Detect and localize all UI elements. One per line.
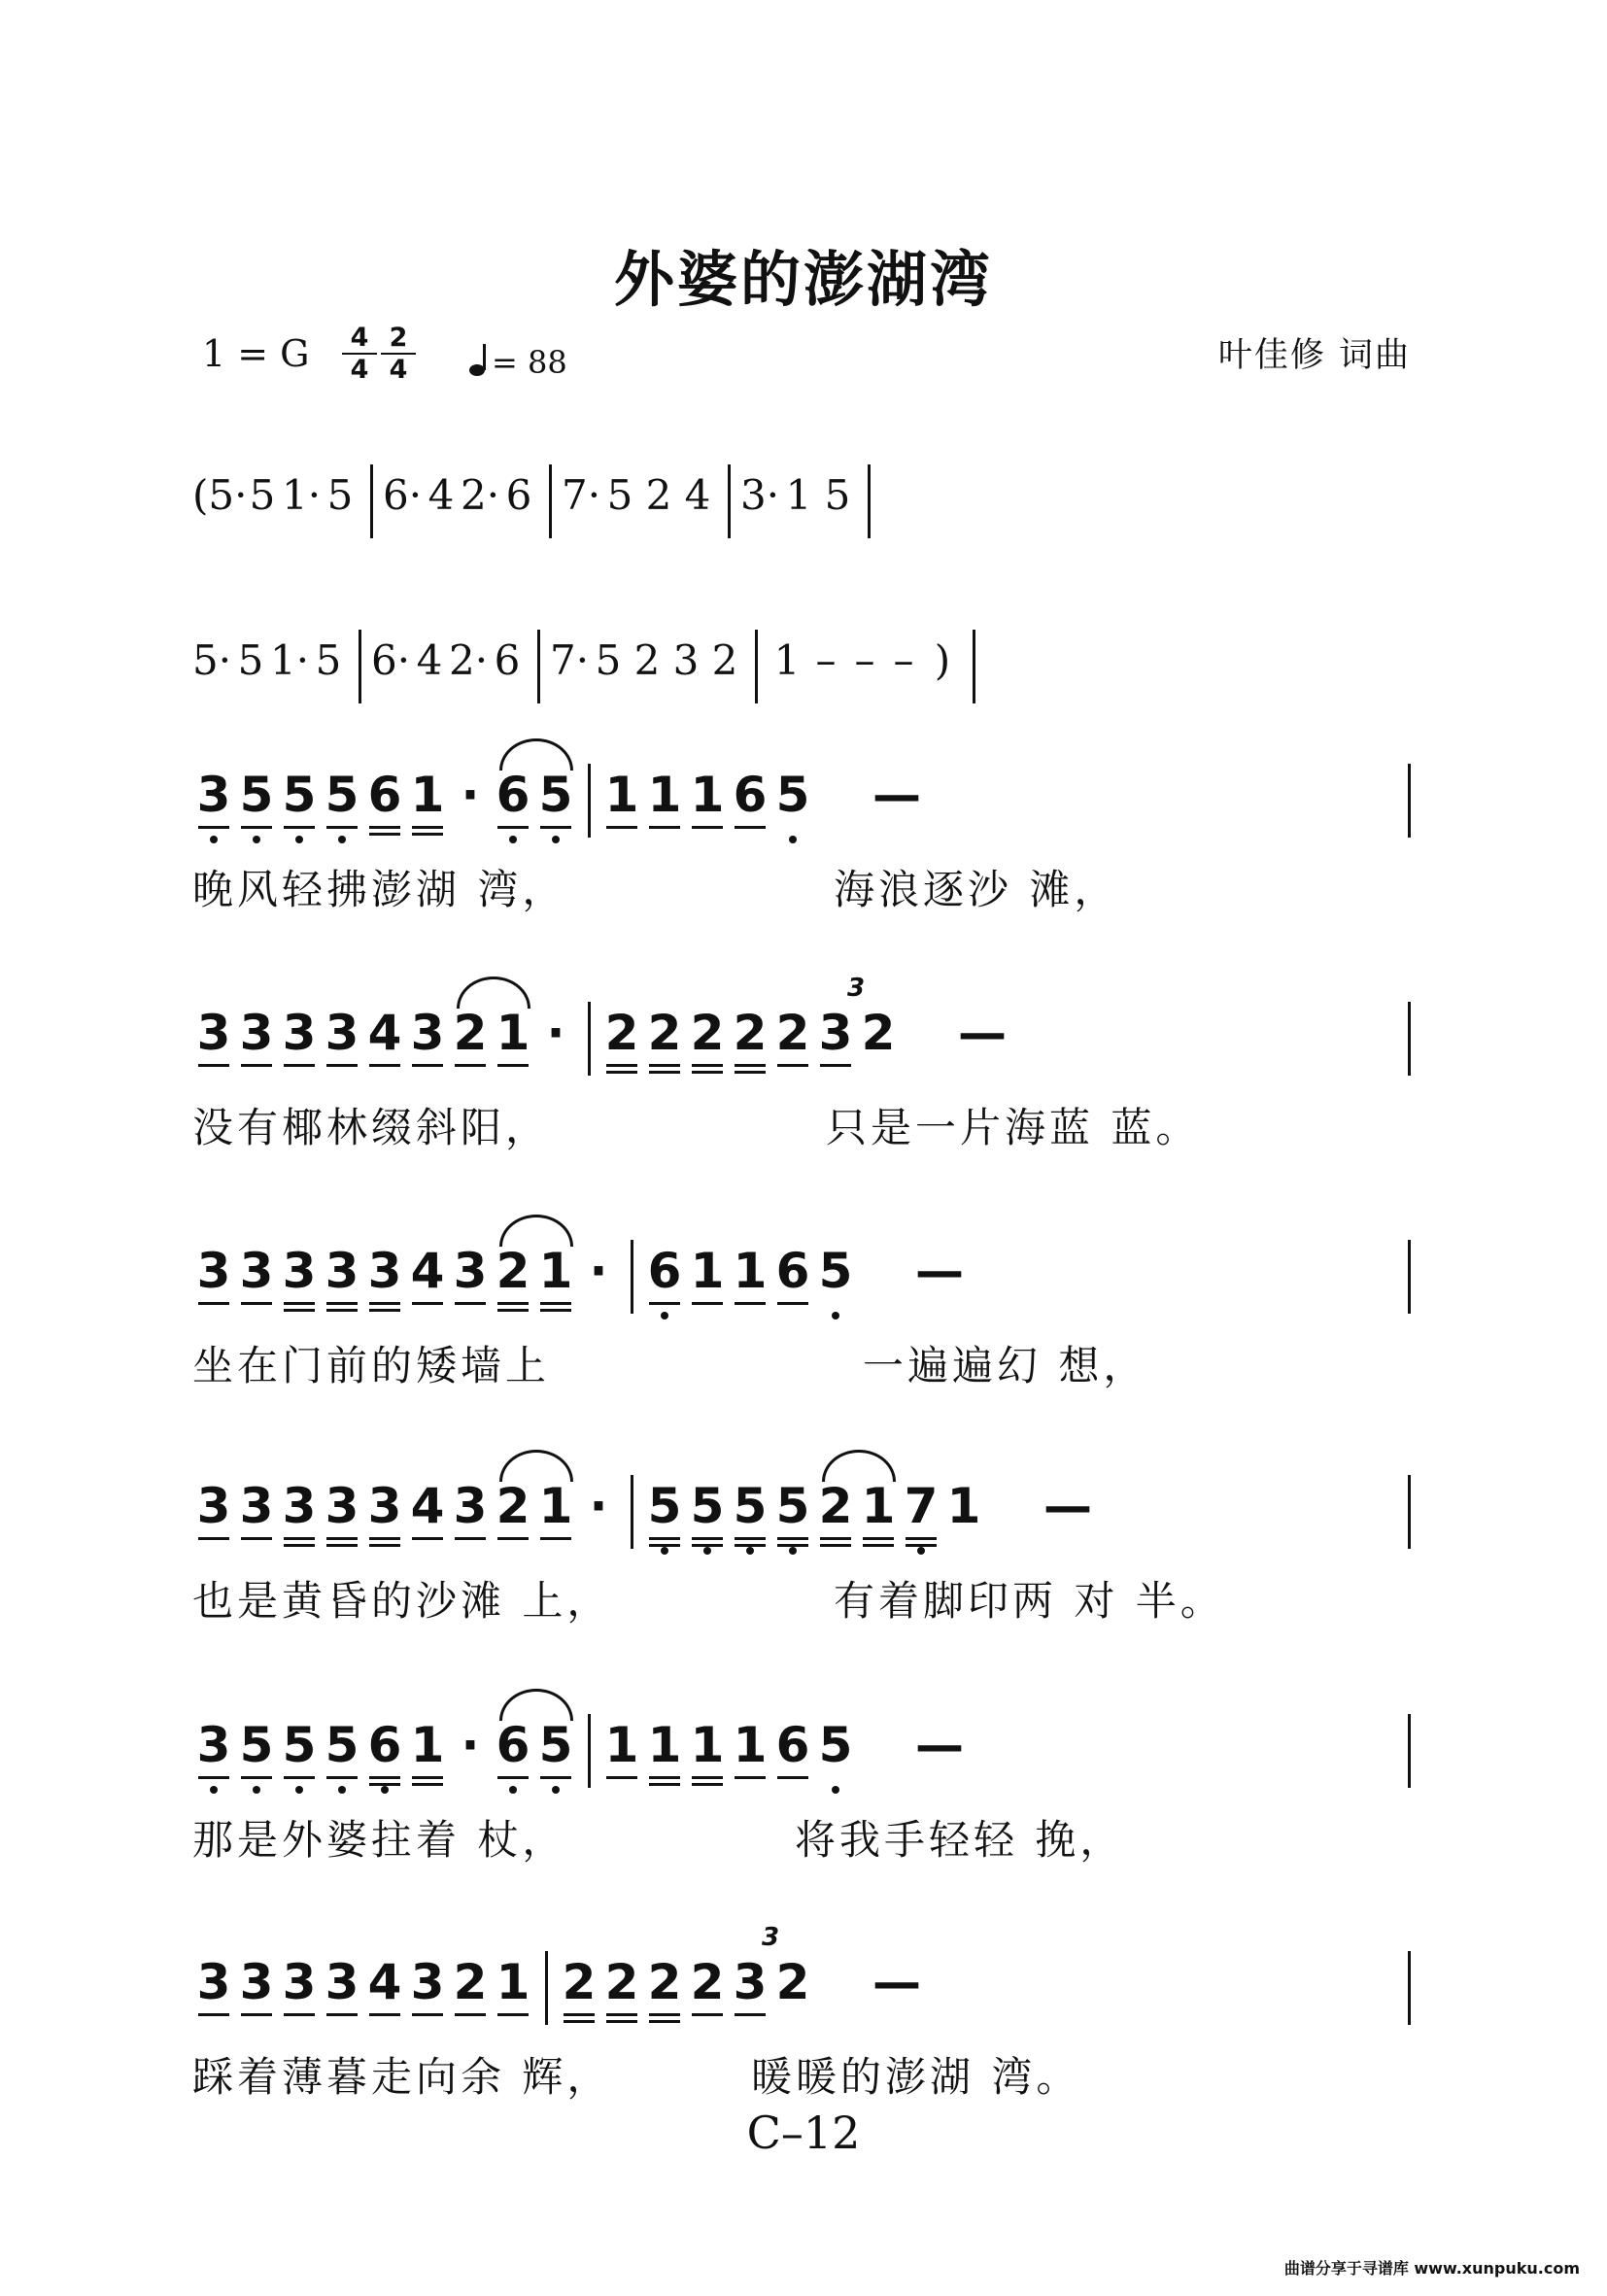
lyric-segment: 没有椰林缀斜阳， [192,1104,551,1151]
barline [1397,768,1420,845]
note: 3 [192,1479,235,1533]
note: 2 3 [762,1923,810,2010]
verse-line-1 [192,768,1420,915]
lyric-line [192,2052,1420,2103]
note: 3 [192,1955,235,2009]
intro-note: 2 [645,471,672,519]
note: 1 [492,1955,534,2009]
dotted-note-dot: · [461,1717,480,1773]
barline [577,1006,600,1083]
note: 1 [534,1479,577,1533]
note: 3 [321,1955,363,2009]
note: 1 [600,768,643,822]
note: 6 [363,768,406,822]
verse-line-2 [192,974,1420,1153]
intro-note: 1 [773,636,801,684]
barline [534,1955,558,2033]
note: 1 [600,1718,643,1772]
intro-note: – [893,636,914,684]
intro-note: 5 [237,636,264,684]
note: 7 [900,1479,942,1533]
note: 2 [600,1955,643,2009]
note: 3 [449,1479,492,1533]
note: 3 [406,1006,449,1060]
intro-note: 5 [315,636,342,684]
note: 4 [406,1244,449,1298]
composer-credit: 叶佳修 词曲 [1217,336,1411,375]
verse-line-5 [192,1718,1420,1866]
note: 6 [729,768,771,822]
note: 5 [729,1479,771,1533]
key-signature: 1 = G [202,332,310,375]
dotted-note-dot: · [589,1478,608,1534]
note-extension: — [915,1717,964,1773]
note: 1 [686,768,729,822]
note: 3 [192,1244,235,1298]
barline [857,468,880,546]
lyric-segment: 暖暖的澎湖 湾。 [751,2053,1081,2101]
note: 3 [729,1955,771,2009]
note: 5 [771,768,814,822]
note: 2 [771,1006,814,1060]
note: 3 [278,1006,321,1060]
note: 3 [814,1006,857,1060]
note: 2 [686,1955,729,2009]
intro-note: 5 [824,471,851,519]
barline [1397,1718,1420,1796]
note: 5 [321,768,363,822]
barline [538,468,562,546]
note: 3 [278,1955,321,2009]
note: 3 [278,1479,321,1533]
note: 2 [492,1244,534,1298]
lyric-segment: 那是外婆拄着 杖， [192,1816,567,1864]
note: 2 [643,1955,686,2009]
intro-note: 6 [494,636,521,684]
note: 2 [729,1006,771,1060]
note: 2 [558,1955,600,2009]
note: 1 [729,1718,771,1772]
intro-note: – [854,636,875,684]
barline [1397,1244,1420,1321]
barline [744,634,768,711]
intro-note: 2 [711,636,738,684]
note: 3 [235,1006,278,1060]
note: 3 [235,1955,278,2009]
intro-notes [192,468,1420,565]
dotted-note-dot: · [461,767,480,823]
lyric-segment: 坐在门前的矮墙上 [192,1342,551,1389]
note: 6 [363,1718,406,1772]
note: 1 [946,1478,981,1534]
intro-note: 6 [505,471,532,519]
intro-note: ) [934,636,951,684]
note: 5 [235,768,278,822]
quarter-note-icon [468,342,490,385]
watermark: 曲谱分享于寻谱库 www.xunpuku.com [1283,2259,1580,2278]
intro-note: 1· [270,636,310,684]
verse-line-6 [192,1923,1420,2103]
intro-note: 3 [672,636,700,684]
note: 4 [363,1955,406,2009]
note: 5 [686,1479,729,1533]
note: 3 [449,1244,492,1298]
barline [359,468,383,546]
note: 3 [321,1244,363,1298]
note: 3 [192,1006,235,1060]
note: 5 [534,768,577,822]
note: 5 [771,1479,814,1533]
tempo-marking [468,342,567,385]
note: 6 [643,1244,686,1298]
barline [1397,1955,1420,2033]
note: 5 [534,1718,577,1772]
intro-note: 4 [427,471,455,519]
note: 1 [643,1718,686,1772]
note: 6 [492,1718,534,1772]
note: 4 [363,1006,406,1060]
note: 6 [492,768,534,822]
note: 1 [686,1718,729,1772]
note: 1 [729,1244,771,1298]
intro-note: 5 [606,471,633,519]
intro-note: 5· [192,636,232,684]
note: 5 [278,1718,321,1772]
intro-note: 7· [562,471,601,519]
lyric-line [192,865,1420,915]
note: 5 [278,768,321,822]
barline [1397,1479,1420,1557]
intro-note: 4 [416,636,443,684]
intro-note: 1· [282,471,322,519]
note: 2 [686,1006,729,1060]
note: 1 [492,1006,534,1060]
note: 4 [406,1479,449,1533]
barline [962,634,985,711]
intro-note: – [815,636,837,684]
intro-notes [192,634,1420,731]
intro-note: 5 [326,471,354,519]
barline [577,1718,600,1796]
lyric-line [192,1341,1420,1391]
intro-note: (5· [192,471,248,519]
note: 3 [321,1479,363,1533]
barline [1397,1006,1420,1083]
intro-line-1 [192,468,1420,565]
dotted-note-dot: · [589,1243,608,1299]
note: 2 3 [847,974,896,1061]
note: 3 [363,1479,406,1533]
note: 2 [492,1479,534,1533]
barline [717,468,740,546]
barline [527,634,550,711]
intro-note: 7· [550,636,590,684]
note: 1 [406,768,449,822]
lyric-segment: 踩着薄暮走向余 辉， [192,2053,612,2101]
note: 3 [192,768,235,822]
note: 5 [235,1718,278,1772]
note: 3 [278,1244,321,1298]
barline [620,1479,643,1557]
melody-notes [192,1479,1420,1576]
note: 2 [449,1955,492,2009]
song-title: 外婆的澎湖湾 [613,244,993,315]
note: 2 [814,1479,857,1533]
intro-note: 2· [449,636,489,684]
barline [577,768,600,845]
intro-note: 2· [461,471,500,519]
lyric-segment: 有着脚印两 对 半。 [834,1577,1225,1625]
barline [348,634,371,711]
melody-notes [192,1923,1420,2052]
melody-notes [192,768,1420,865]
note: 5 [814,1718,857,1772]
lyric-line [192,1576,1420,1627]
intro-line-2 [192,634,1420,731]
page-number: C–12 [746,2107,861,2159]
note: 3 [235,1244,278,1298]
intro-note: 6· [371,636,411,684]
dotted-note-dot: · [546,1005,565,1061]
intro-note: 3· [740,471,780,519]
intro-note: 1 [785,471,812,519]
note-extension: — [958,1005,1007,1061]
verse-line-3 [192,1244,1420,1391]
note: 5 [643,1479,686,1533]
lyric-segment: 也是黄昏的沙滩 上， [192,1577,612,1625]
note: 1 [686,1244,729,1298]
intro-note: 2 [633,636,661,684]
lyric-segment: 晚风轻拂澎湖 湾， [192,866,567,913]
note: 3 [192,1718,235,1772]
note: 1 [643,768,686,822]
note: 3 [406,1955,449,2009]
note-extension: — [1043,1478,1092,1534]
tempo-value: = 88 [492,344,567,381]
lyric-segment: 一遍遍幻 想， [863,1342,1148,1389]
intro-note: 4 [684,471,711,519]
intro-note: 5 [249,471,276,519]
note: 2 [600,1006,643,1060]
note: 2 [449,1006,492,1060]
note-extension: — [872,767,921,823]
note: 1 [534,1244,577,1298]
note: 5 [321,1718,363,1772]
note: 2 [643,1006,686,1060]
melody-notes [192,974,1420,1103]
lyric-line [192,1103,1420,1153]
lyric-segment: 只是一片海蓝 蓝。 [826,1104,1201,1151]
note: 6 [771,1244,814,1298]
note: 5 [814,1244,857,1298]
intro-note: 5 [595,636,622,684]
time-signature-4-4: 4 4 [342,325,377,383]
barline [620,1244,643,1321]
note: 1 [406,1718,449,1772]
note: 3 [363,1244,406,1298]
note: 3 [321,1006,363,1060]
note: 6 [771,1718,814,1772]
melody-notes [192,1718,1420,1815]
intro-note: 6· [383,471,423,519]
lyric-segment: 海浪逐沙 滩， [834,866,1119,913]
note: 3 [235,1479,278,1533]
note-extension: — [915,1243,964,1299]
lyric-line [192,1815,1420,1866]
note: 1 [857,1479,900,1533]
note-extension: — [872,1954,921,2010]
time-signature-2-4: 2 4 [381,325,416,383]
verse-line-4 [192,1479,1420,1627]
lyric-segment: 将我手轻轻 挽， [795,1816,1125,1864]
melody-notes [192,1244,1420,1341]
